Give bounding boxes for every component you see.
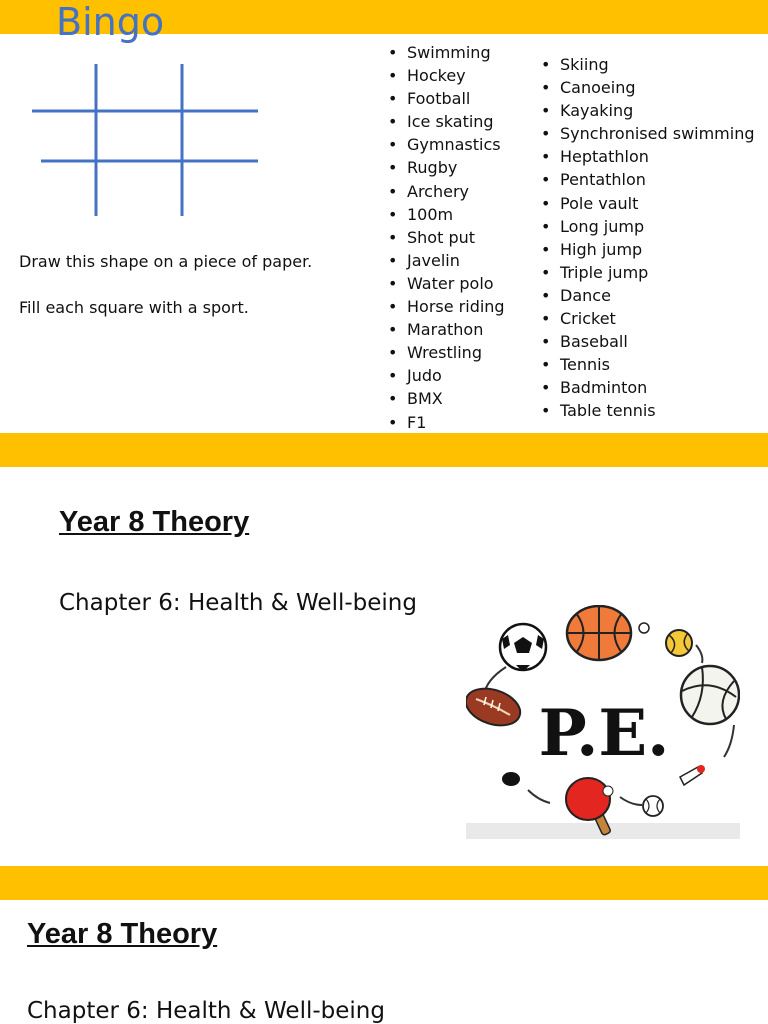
sport-list-item: • Heptathlon [541,145,755,168]
sport-list-item: • Baseball [541,330,755,353]
sport-list-item: • Synchronised swimming [541,122,755,145]
sport-list-item: • Ice skating [388,110,505,133]
sport-list-item: • Kayaking [541,99,755,122]
sport-list-item: • Horse riding [388,295,505,318]
tennis-ball-icon [666,630,692,656]
sport-list-item: • BMX [388,387,505,410]
sport-list-item: • Pentathlon [541,168,755,191]
instruction-draw: Draw this shape on a piece of paper. [19,252,313,271]
chapter-heading: Chapter 6: Health & Well-being [27,998,385,1024]
sport-list-item: • Gymnastics [388,133,505,156]
volleyball-icon [681,666,739,724]
sport-list-item: • Archery [388,180,505,203]
sport-list-item: • Badminton [541,376,755,399]
sport-list-item: • Judo [388,364,505,387]
sport-list-item: • F1 [388,411,505,434]
sport-list-item: • Shot put [388,226,505,249]
sport-list-item: • Wrestling [388,341,505,364]
baseball-icon [643,796,663,816]
sport-list-item: • Long jump [541,215,755,238]
sport-list-item: • Cricket [541,307,755,330]
chapter-heading: Chapter 6: Health & Well-being [59,590,417,616]
sport-list-item: • Table tennis [541,399,755,422]
sport-list-item: • Triple jump [541,261,755,284]
sport-list-item: • Rugby [388,156,505,179]
slide-title: Year 8 Theory [59,506,250,538]
slide-title: Bingo [56,0,165,44]
sport-list-item: • Tennis [541,353,755,376]
small-ball-icon [639,623,649,633]
pe-sports-image [466,605,740,841]
sport-list-item: • Pole vault [541,192,755,215]
sport-list-item: • Hockey [388,64,505,87]
sport-list-item: • Canoeing [541,76,755,99]
sport-list-item: • Dance [541,284,755,307]
sports-list-2 [541,53,755,423]
bingo-grid [0,0,300,230]
slide-title: Year 8 Theory [27,918,218,950]
soccer-ball-icon [500,624,546,670]
sport-list-item: • Skiing [541,53,755,76]
sports-list-1 [388,41,505,434]
hockey-puck-icon [502,772,520,786]
sport-list-item: • Football [388,87,505,110]
sport-list-item: • Javelin [388,249,505,272]
sport-list-item: • Water polo [388,272,505,295]
pe-text: P.E. [538,696,670,771]
instruction-fill: Fill each square with a sport. [19,298,249,317]
separator-band-2 [0,866,768,900]
sport-list-item: • 100m [388,203,505,226]
sport-list-item: • High jump [541,238,755,261]
sport-list-item: • Marathon [388,318,505,341]
separator-band-1 [0,433,768,467]
basketball-icon [567,606,631,660]
sport-list-item: • Swimming [388,41,505,64]
